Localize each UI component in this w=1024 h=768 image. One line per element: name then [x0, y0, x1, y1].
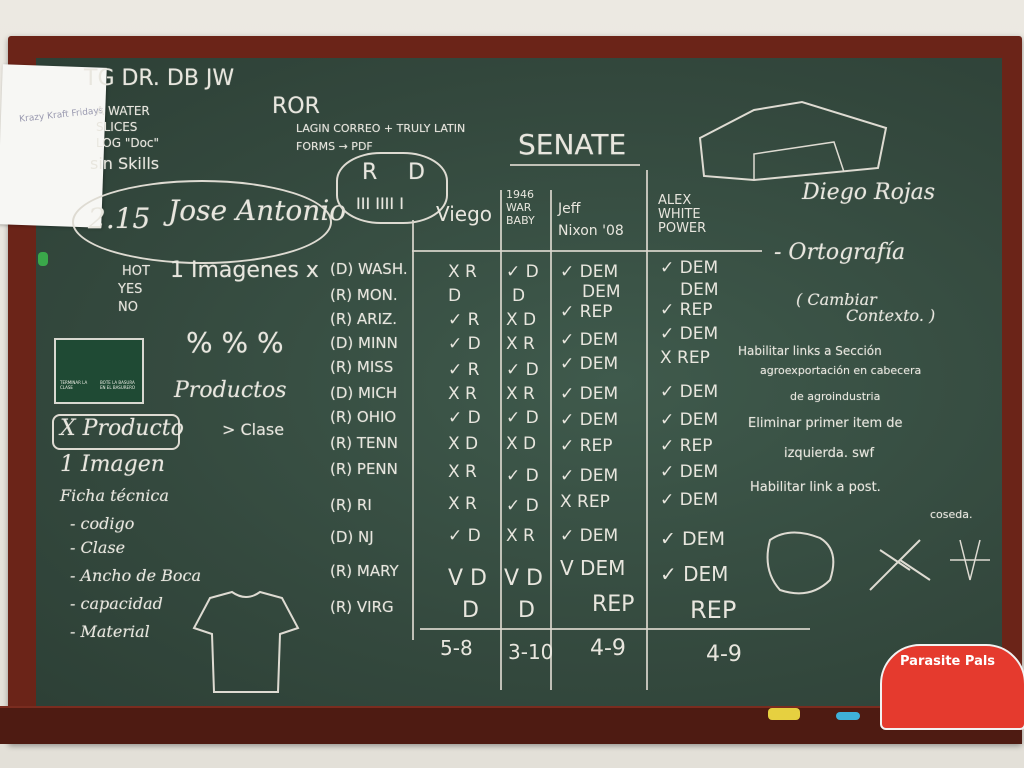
- notes-task: Habilitar link a post.: [750, 480, 881, 495]
- ror-label: ROR: [272, 94, 320, 119]
- left-list-item: - codigo: [70, 514, 135, 533]
- vote-cell: X R: [506, 526, 535, 546]
- left-list-item: Ficha técnica: [60, 486, 169, 505]
- state-item: (R) RI: [330, 496, 372, 514]
- state-item: (R) PENN: [330, 460, 398, 478]
- vote-cell: ✓ DEM: [560, 384, 619, 404]
- column-header: Jeff Nixon '08: [558, 201, 624, 239]
- vote-cell: ✓ REP: [660, 436, 713, 456]
- chalk-tray: [0, 706, 1022, 744]
- notes-item: - Ortografía: [774, 240, 906, 265]
- vote-cell: ✓ DEM: [660, 462, 719, 482]
- vote-cell: ✓ DEM: [560, 354, 619, 374]
- vote-cell: ✓ DEM: [560, 410, 619, 430]
- vote-cell: D: [518, 598, 535, 623]
- jose-name: Jose Antonio: [168, 194, 347, 227]
- vote-cell: X R: [448, 462, 477, 482]
- left-top-line: sin Skills: [90, 154, 160, 173]
- vote-cell: ✓ D: [506, 360, 539, 380]
- notes-task: coseda.: [930, 508, 973, 521]
- vote-cell: ✓ DEM: [660, 324, 719, 344]
- vote-cell: X D: [448, 434, 479, 454]
- table-vline: [550, 190, 552, 690]
- vote-cell: REP: [690, 596, 737, 624]
- state-item: (D) WASH.: [330, 260, 408, 278]
- vote-cell: ✓ DEM: [560, 526, 619, 546]
- rd-d: D: [408, 160, 425, 185]
- rd-r: R: [362, 160, 378, 185]
- percent-note: % % %: [186, 326, 284, 359]
- vote-cell: X REP: [560, 492, 610, 512]
- vote-cell: X D: [506, 310, 537, 330]
- yes-label: YES: [118, 282, 143, 297]
- vote-cell: ✓ R: [448, 360, 480, 380]
- left-list-item: - Ancho de Boca: [70, 566, 202, 585]
- vote-cell: D: [462, 598, 479, 623]
- vote-cell: ✓ DEM: [560, 262, 619, 282]
- state-item: (R) MON.: [330, 286, 398, 304]
- state-item: (R) MARY: [330, 562, 399, 580]
- vote-cell: ✓ DEM: [660, 562, 729, 586]
- state-item: (D) MINN: [330, 334, 398, 352]
- imagenes-label: 1 Imagenes x: [170, 258, 319, 283]
- notes-task: Habilitar links a Sección: [738, 344, 882, 358]
- left-top-line: LOG "Doc": [96, 136, 160, 150]
- column-header: 1946 WAR BABY: [506, 188, 535, 227]
- table-vline: [500, 190, 502, 690]
- vote-cell: ✓ R: [448, 310, 480, 330]
- vote-cell: D: [448, 286, 462, 306]
- vote-cell: ✓ DEM: [660, 490, 719, 510]
- notes-task: Eliminar primer item de: [748, 416, 903, 431]
- vote-cell: ✓ DEM: [660, 382, 719, 402]
- chalk-piece[interactable]: [768, 708, 800, 720]
- paper-note-text: Krazy Kraft Fridays: [18, 105, 104, 125]
- column-total: 3-10: [508, 640, 554, 664]
- vote-cell: ✓ REP: [560, 302, 613, 322]
- left-list-item: - capacidad: [70, 594, 163, 613]
- vote-cell: X REP: [660, 348, 710, 368]
- chalk-piece[interactable]: [836, 712, 860, 720]
- left-list-item: - Clase: [70, 538, 126, 557]
- state-item: (D) NJ: [330, 528, 374, 546]
- column-total: 4-9: [590, 636, 626, 661]
- left-top-line: A WATER: [96, 104, 150, 118]
- state-item: (R) ARIZ.: [330, 310, 398, 328]
- vote-cell: ✓ D: [506, 262, 539, 282]
- recycle-sign: [54, 338, 144, 404]
- vote-cell: ✓ D: [506, 466, 539, 486]
- vote-cell: ✓ DEM: [560, 330, 619, 350]
- vote-cell: V DEM: [560, 556, 626, 580]
- state-item: (R) VIRG: [330, 598, 394, 616]
- vote-cell: DEM: [680, 280, 719, 300]
- table-total-line: [420, 628, 810, 630]
- vote-cell: REP: [592, 592, 635, 617]
- vote-cell: ✓ DEM: [560, 466, 619, 486]
- table-vline: [412, 220, 414, 640]
- column-header: Viego: [436, 202, 493, 226]
- vote-cell: ✓ REP: [560, 436, 613, 456]
- vote-cell: ✓ D: [448, 334, 481, 354]
- notes-task: agroexportación en cabecera: [760, 364, 922, 377]
- rd-box: [336, 152, 448, 224]
- ror-item: LAGIN CORREO + TRULY LATIN: [296, 122, 466, 135]
- vote-cell: ✓ REP: [660, 300, 713, 320]
- state-item: (R) OHIO: [330, 408, 397, 426]
- clase-label: > Clase: [222, 420, 285, 439]
- vote-cell: ✓ DEM: [660, 258, 719, 278]
- jose-number: 2.15: [88, 202, 151, 235]
- vote-cell: ✓ D: [448, 526, 481, 546]
- notes-task: izquierda. swf: [784, 446, 875, 461]
- table-header-line: [412, 250, 762, 252]
- vote-cell: ✓ DEM: [660, 528, 725, 550]
- notes-task: de agroindustria: [790, 390, 881, 403]
- state-item: (R) TENN: [330, 434, 398, 452]
- vote-cell: ✓ D: [506, 408, 539, 428]
- left-top-line: SLICES: [96, 120, 138, 134]
- parasite-pals-badge: [880, 644, 1024, 730]
- sign-left-text: TERMINAR LA CLASE: [60, 380, 88, 390]
- table-vline: [646, 170, 648, 690]
- productos-label: Productos: [174, 378, 287, 403]
- column-total: 5-8: [440, 636, 473, 660]
- vote-cell: DEM: [582, 282, 621, 302]
- vote-cell: X R: [448, 384, 477, 404]
- vote-cell: V D: [448, 566, 487, 591]
- state-item: (R) MISS: [330, 358, 394, 376]
- vote-cell: V D: [504, 566, 543, 591]
- vote-cell: ✓ D: [506, 496, 539, 516]
- tshirt-drawing: [190, 588, 302, 698]
- column-total: 4-9: [706, 642, 742, 667]
- state-item: (D) MICH: [330, 384, 398, 402]
- column-header: ALEX WHITE POWER: [658, 193, 707, 236]
- left-list-item: 1 Imagen: [60, 452, 165, 477]
- vote-cell: X R: [448, 494, 477, 514]
- vote-cell: X R: [506, 384, 535, 404]
- vote-cell: ✓ D: [448, 408, 481, 428]
- notes-item: Contexto. ): [846, 306, 936, 325]
- senate-title: SENATE: [518, 128, 627, 161]
- senate-underline: [510, 164, 640, 166]
- sign-right-text: BOTE LA BASURA EN EL BASURERO: [100, 380, 135, 390]
- vote-cell: D: [512, 286, 526, 306]
- hot-label: HOT: [122, 264, 150, 279]
- producto-label: X Producto: [60, 416, 184, 441]
- vote-cell: X D: [506, 434, 537, 454]
- vote-cell: ✓ DEM: [660, 410, 719, 430]
- notes-item: ( Cambiar: [796, 290, 877, 309]
- left-list-item: - Material: [70, 622, 150, 641]
- ror-item: FORMS → PDF: [296, 140, 373, 153]
- building-sketch: [694, 98, 894, 190]
- doodles: [760, 520, 1000, 630]
- magnet[interactable]: [38, 252, 48, 266]
- badge-text: Parasite Pals: [900, 654, 996, 669]
- vote-cell: X R: [506, 334, 535, 354]
- notes-name: Diego Rojas: [802, 180, 936, 205]
- header-initials: TG DR. DB JW: [84, 66, 235, 91]
- vote-cell: X R: [448, 262, 477, 282]
- no-label: NO: [118, 300, 138, 315]
- rd-tally: III IIII I: [356, 194, 404, 213]
